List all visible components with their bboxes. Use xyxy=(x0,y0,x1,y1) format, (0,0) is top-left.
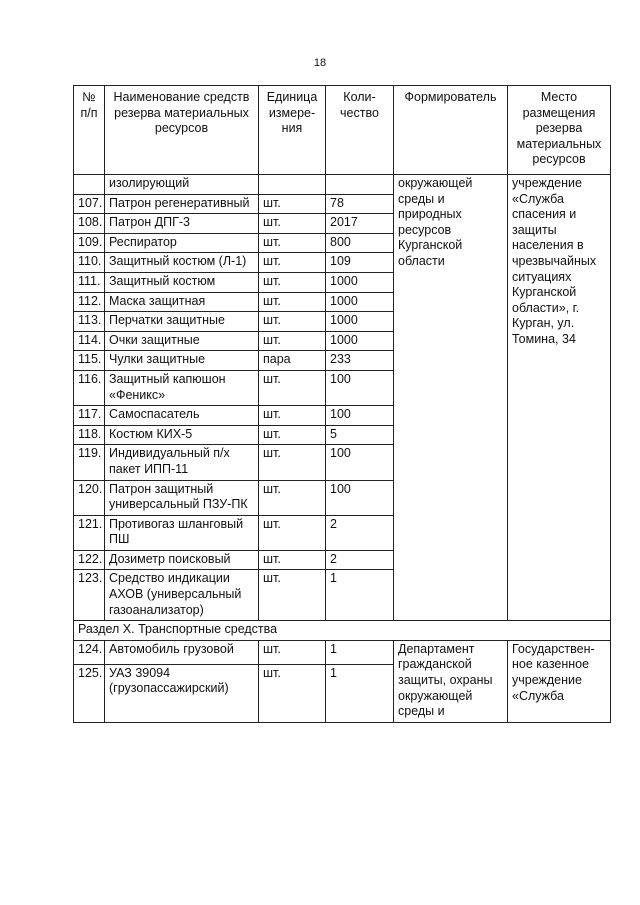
row-unit: шт. xyxy=(259,292,326,312)
group2-place: Государствен-ное казенное учреждение «Служба xyxy=(508,640,611,722)
row-quantity: 78 xyxy=(326,194,394,214)
row-unit: шт. xyxy=(259,406,326,426)
row-number: 116. xyxy=(74,370,105,405)
row-quantity: 2 xyxy=(326,550,394,570)
row-number: 111. xyxy=(74,272,105,292)
table-row xyxy=(74,175,611,195)
row-unit: шт. xyxy=(259,370,326,405)
group1-former: окружающей среды и природных ресурсов Курганской области xyxy=(394,175,508,621)
row-number xyxy=(74,175,105,195)
row-name: Патрон регенеративный xyxy=(105,194,259,214)
row-name: Автомобиль грузовой xyxy=(105,640,259,664)
row-unit: шт. xyxy=(259,445,326,480)
row-unit xyxy=(259,175,326,195)
row-quantity: 800 xyxy=(326,233,394,253)
row-number: 114. xyxy=(74,331,105,351)
row-name: Патрон ДПГ-3 xyxy=(105,214,259,234)
table-row xyxy=(74,640,611,664)
page-number: 18 xyxy=(313,57,327,69)
row-name: Средство индикации АХОВ (универсальный газоанализатор) xyxy=(105,570,259,621)
row-unit: шт. xyxy=(259,331,326,351)
row-name: Самоспасатель xyxy=(105,406,259,426)
header-number: № п/п xyxy=(74,86,105,175)
row-number: 112. xyxy=(74,292,105,312)
header-place: Место размещения резерва материальных ресурсов xyxy=(508,86,611,175)
row-number: 110. xyxy=(74,253,105,273)
row-unit: шт. xyxy=(259,425,326,445)
row-quantity: 100 xyxy=(326,480,394,515)
row-name: Респиратор xyxy=(105,233,259,253)
row-unit: шт. xyxy=(259,233,326,253)
row-unit: шт. xyxy=(259,664,326,722)
row-unit: шт. xyxy=(259,253,326,273)
row-quantity: 100 xyxy=(326,445,394,480)
row-quantity: 1 xyxy=(326,570,394,621)
row-unit: шт. xyxy=(259,214,326,234)
row-number: 115. xyxy=(74,351,105,371)
row-quantity: 1000 xyxy=(326,272,394,292)
row-unit: шт. xyxy=(259,480,326,515)
header-name: Наименование средств резерва материальных ресурсов xyxy=(105,86,259,175)
row-unit: шт. xyxy=(259,640,326,664)
row-name: Индивидуальный п/х пакет ИПП-11 xyxy=(105,445,259,480)
row-number: 118. xyxy=(74,425,105,445)
row-quantity: 100 xyxy=(326,406,394,426)
row-number: 109. xyxy=(74,233,105,253)
group2-former: Департамент гражданской защиты, охраны окружающей среды и xyxy=(394,640,508,722)
section-title: Раздел X. Транспортные средства xyxy=(74,621,611,641)
header-former: Формирователь xyxy=(394,86,508,175)
row-unit: шт. xyxy=(259,515,326,550)
row-quantity: 100 xyxy=(326,370,394,405)
row-number: 117. xyxy=(74,406,105,426)
row-name: Дозиметр поисковый xyxy=(105,550,259,570)
row-name: УАЗ 39094 (грузопассажирский) xyxy=(105,664,259,722)
header-unit: Единица измере-ния xyxy=(259,86,326,175)
row-name: изолирующий xyxy=(105,175,259,195)
row-unit: пара xyxy=(259,351,326,371)
row-quantity: 109 xyxy=(326,253,394,273)
row-unit: шт. xyxy=(259,312,326,332)
row-quantity: 1000 xyxy=(326,292,394,312)
row-name: Очки защитные xyxy=(105,331,259,351)
row-number: 107. xyxy=(74,194,105,214)
row-quantity: 1 xyxy=(326,664,394,722)
row-name: Маска защитная xyxy=(105,292,259,312)
row-name: Чулки защитные xyxy=(105,351,259,371)
row-unit: шт. xyxy=(259,570,326,621)
row-unit: шт. xyxy=(259,550,326,570)
row-number: 122. xyxy=(74,550,105,570)
row-name: Перчатки защитные xyxy=(105,312,259,332)
row-number: 124. xyxy=(74,640,105,664)
header-quantity: Коли-чество xyxy=(326,86,394,175)
row-name: Костюм КИХ-5 xyxy=(105,425,259,445)
row-number: 125. xyxy=(74,664,105,722)
row-quantity: 1000 xyxy=(326,312,394,332)
table-header-row xyxy=(74,86,611,175)
row-quantity: 1 xyxy=(326,640,394,664)
row-number: 113. xyxy=(74,312,105,332)
row-number: 123. xyxy=(74,570,105,621)
row-quantity: 5 xyxy=(326,425,394,445)
reserve-table xyxy=(73,85,611,723)
row-name: Защитный костюм xyxy=(105,272,259,292)
row-name: Противогаз шланговый ПШ xyxy=(105,515,259,550)
row-quantity: 1000 xyxy=(326,331,394,351)
row-name: Защитный костюм (Л-1) xyxy=(105,253,259,273)
row-number: 120. xyxy=(74,480,105,515)
row-number: 119. xyxy=(74,445,105,480)
row-quantity: 2 xyxy=(326,515,394,550)
row-quantity xyxy=(326,175,394,195)
row-quantity: 2017 xyxy=(326,214,394,234)
row-name: Защитный капюшон «Феникс» xyxy=(105,370,259,405)
row-number: 121. xyxy=(74,515,105,550)
row-unit: шт. xyxy=(259,272,326,292)
group1-place: учреждение «Служба спасения и защиты населения в чрезвычайных ситуациях Курганской области», г. Курган, ул. Томина, 34 xyxy=(508,175,611,621)
row-unit: шт. xyxy=(259,194,326,214)
row-name: Патрон защитный универсальный ПЗУ-ПК xyxy=(105,480,259,515)
section-row xyxy=(74,621,611,641)
row-quantity: 233 xyxy=(326,351,394,371)
row-number: 108. xyxy=(74,214,105,234)
